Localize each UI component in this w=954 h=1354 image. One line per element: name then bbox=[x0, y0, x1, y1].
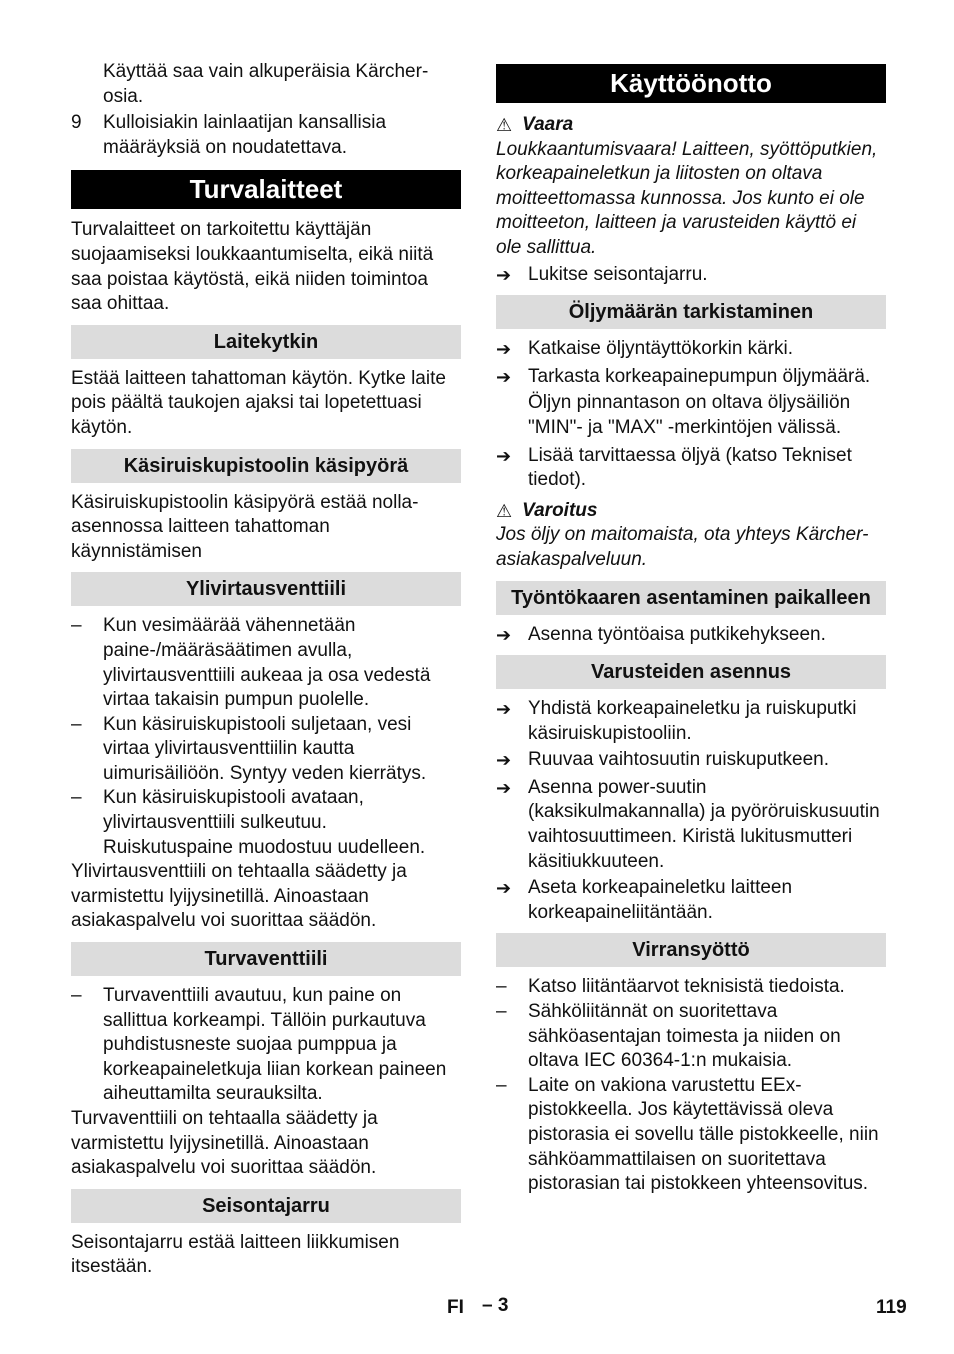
arrow-icon: ➔ bbox=[496, 264, 512, 285]
danger-heading bbox=[496, 113, 886, 138]
list-item bbox=[496, 1074, 886, 1197]
instruction-text: Lukitse seisontajarru. bbox=[528, 263, 708, 285]
instruction-text: Asenna power-suutin (kaksikulmakannalla) ja pyöröruiskusuutin vaihtosuuttimeen. Kiristä lukitusmutteri käsitiukkuuteen. bbox=[528, 776, 880, 872]
subheading-seisontajarru: Seisontajarru bbox=[71, 1189, 461, 1223]
turvalaitteet-text: Turvalaitteet on tarkoitettu käyttäjän suojaamiseksi loukkaantumiselta, eikä niitä saa poistaa käytöstä, eikä niiden toimintoa saa ohittaa. bbox=[71, 219, 434, 315]
subheading-ylivirtausventtiili: Ylivirtausventtiili bbox=[71, 572, 461, 606]
danger-text: Loukkaantumisvaara! Laitteen, syöttöputkien, korkeapaineletkun ja liitosten on oltava moitteettomassa kunnossa. Jos kunto ei ole moitteeton, laitteen ja varusteiden käyttö ei ole sallittua. bbox=[496, 138, 878, 258]
kasipyora-text: Käsiruiskupistoolin käsipyörä estää nolla-asennossa laitteen tahattoman käynnistämisen bbox=[71, 491, 419, 562]
section-title-turvalaitteet: Turvalaitteet bbox=[71, 170, 461, 209]
arrow-icon: ➔ bbox=[496, 750, 512, 771]
arrow-icon: ➔ bbox=[496, 445, 512, 466]
page-number: 119 bbox=[876, 1297, 907, 1318]
section-title-kayttoonotto: Käyttöönotto bbox=[496, 64, 886, 103]
varusteet-list bbox=[496, 697, 886, 925]
warning-triangle-icon: ⚠ bbox=[496, 500, 513, 521]
danger-label: Vaara bbox=[522, 114, 574, 135]
ylivirtaus-list bbox=[71, 614, 461, 860]
list-item-text: Turvaventtiili avautuu, kun paine on sallittua korkeampi. Tällöin purkautuva puhdistusneste suojaa pumppua ja korkeapaineletkuja liian korkean paineen aiheuttamilta seurauksilta. bbox=[103, 985, 447, 1105]
subheading-oljymaara: Öljymäärän tarkistaminen bbox=[496, 295, 886, 329]
footer-section-number: – 3 bbox=[482, 1295, 509, 1316]
dash-marker: – bbox=[496, 976, 507, 998]
list-item-text: Kun vesimäärää vähennetään paine-/määräsäätimen avulla, ylivirtausventtiili aukeaa ja osa vedestä virtaa takaisin pumpun puolelle. bbox=[103, 615, 431, 711]
list-item bbox=[71, 713, 461, 787]
laitekytkin-text: Estää laitteen tahattoman käytön. Kytke laite pois päältä taukojen ajaksi tai lopetettuasi käytön. bbox=[71, 367, 446, 438]
turvaventtiili-text: Turvaventtiili on tehtaalla säädetty ja varmistettu lyijysinetillä. Ainoastaan asiakaspalvelu voi suorittaa säädön. bbox=[71, 1108, 378, 1179]
warning-label: Varoitus bbox=[522, 499, 598, 521]
list-item-text: Kun käsiruiskupistooli suljetaan, vesi virtaa ylivirtausventtiilin kautta uimurisäiliöön. Syntyy veden kierrätys. bbox=[103, 713, 427, 784]
list-item-text: Katso liitäntäarvot teknisistä tiedoista. bbox=[528, 976, 845, 998]
subheading-virransyotto: Virransyöttö bbox=[496, 933, 886, 967]
item-text: Kulloisiakin lainlaatijan kansallisia määräyksiä on noudatettava. bbox=[103, 112, 387, 158]
instruction-text: Tarkasta korkeapainepumpun öljymäärä. bbox=[528, 365, 871, 387]
right-column bbox=[496, 64, 886, 1197]
subheading-laitekytkin: Laitekytkin bbox=[71, 325, 461, 359]
turvaventtiili-list bbox=[71, 984, 461, 1107]
dash-marker: – bbox=[496, 1001, 507, 1023]
instruction-text: Asenna työntöaisa putkikehykseen. bbox=[528, 623, 826, 645]
list-item bbox=[71, 984, 461, 1107]
warning-triangle-icon: ⚠ bbox=[496, 115, 513, 135]
instruction-item bbox=[496, 263, 886, 288]
intro-continuation: Käyttää saa vain alkuperäisia Kärcher-osia. bbox=[103, 61, 429, 107]
instruction-text: Aseta korkeapaineletku laitteen korkeapaineliitäntään. bbox=[528, 877, 793, 923]
arrow-icon: ➔ bbox=[496, 699, 512, 720]
dash-marker: – bbox=[71, 713, 82, 735]
instruction-text: Lisää tarvittaessa öljyä (katso Tekniset tiedot). bbox=[528, 444, 852, 491]
subheading-turvaventtiili: Turvaventtiili bbox=[71, 942, 461, 976]
subheading-tyontokaari: Työntökaaren asentaminen paikalleen bbox=[496, 581, 886, 615]
seisontajarru-text: Seisontajarru estää laitteen liikkumisen itsestään. bbox=[71, 1231, 400, 1278]
instruction-item bbox=[496, 337, 886, 362]
list-item bbox=[496, 1000, 886, 1074]
subheading-kasipyora: Käsiruiskupistoolin käsipyörä bbox=[71, 449, 461, 483]
arrow-icon: ➔ bbox=[496, 366, 512, 387]
instruction-item bbox=[496, 748, 886, 773]
list-item bbox=[71, 614, 461, 712]
dash-marker: – bbox=[71, 787, 82, 809]
dash-marker: – bbox=[496, 1074, 507, 1096]
arrow-icon: ➔ bbox=[496, 777, 512, 798]
instruction-item bbox=[496, 623, 886, 648]
warning-heading bbox=[496, 499, 886, 524]
list-item-text: Laite on vakiona varustettu EEx-pistokkeella. Jos käytettävissä oleva pistorasia ei sovellu tälle pistokkeelle, niin sähköammattilaisen on suoritettava pistorasian tai pistokkeen yhteensovitus. bbox=[528, 1074, 879, 1195]
list-item-text: Sähköliitännät on suoritettava sähköasentajan toimesta ja niiden on oltava IEC 60364-1:n mukaisia. bbox=[528, 1001, 841, 1072]
numbered-item-9 bbox=[71, 111, 461, 160]
instruction-item bbox=[496, 776, 886, 874]
list-item bbox=[496, 975, 886, 1000]
virta-list bbox=[496, 975, 886, 1196]
footer-language: FI bbox=[447, 1297, 464, 1318]
instruction-item bbox=[496, 876, 886, 925]
list-item bbox=[71, 786, 461, 860]
instruction-item bbox=[496, 444, 886, 493]
oljy-note: Öljyn pinnantason on oltava öljysäiliön "MIN"- ja "MAX" -merkintöjen välissä. bbox=[528, 392, 851, 438]
oljy-list bbox=[496, 337, 886, 493]
ylivirtaus-text: Ylivirtausventtiili on tehtaalla säädetty ja varmistettu lyijysinetillä. Ainoastaan asiakaspalvelu voi suorittaa säädön. bbox=[71, 861, 407, 932]
instruction-text: Katkaise öljyntäyttökorkin kärki. bbox=[528, 338, 794, 360]
dash-marker: – bbox=[71, 985, 82, 1007]
arrow-icon: ➔ bbox=[496, 624, 512, 645]
instruction-text: Yhdistä korkeapaineletku ja ruiskuputki käsiruiskupistooliin. bbox=[528, 698, 857, 744]
item-number: 9 bbox=[71, 112, 82, 134]
subheading-varusteet: Varusteiden asennus bbox=[496, 655, 886, 689]
left-column bbox=[71, 60, 461, 1280]
instruction-item bbox=[496, 697, 886, 746]
warning-text: Jos öljy on maitomaista, ota yhteys Kärcher-asiakaspalveluun. bbox=[496, 524, 869, 570]
arrow-icon: ➔ bbox=[496, 878, 512, 899]
list-item-text: Kun käsiruiskupistooli avataan, ylivirtausventtiili sulkeutuu. Ruiskutuspaine muodostuu uudelleen. bbox=[103, 787, 426, 858]
instruction-text: Ruuvaa vaihtosuutin ruiskuputkeen. bbox=[528, 749, 830, 771]
dash-marker: – bbox=[71, 615, 82, 637]
instruction-item bbox=[496, 365, 886, 390]
arrow-icon: ➔ bbox=[496, 339, 512, 360]
